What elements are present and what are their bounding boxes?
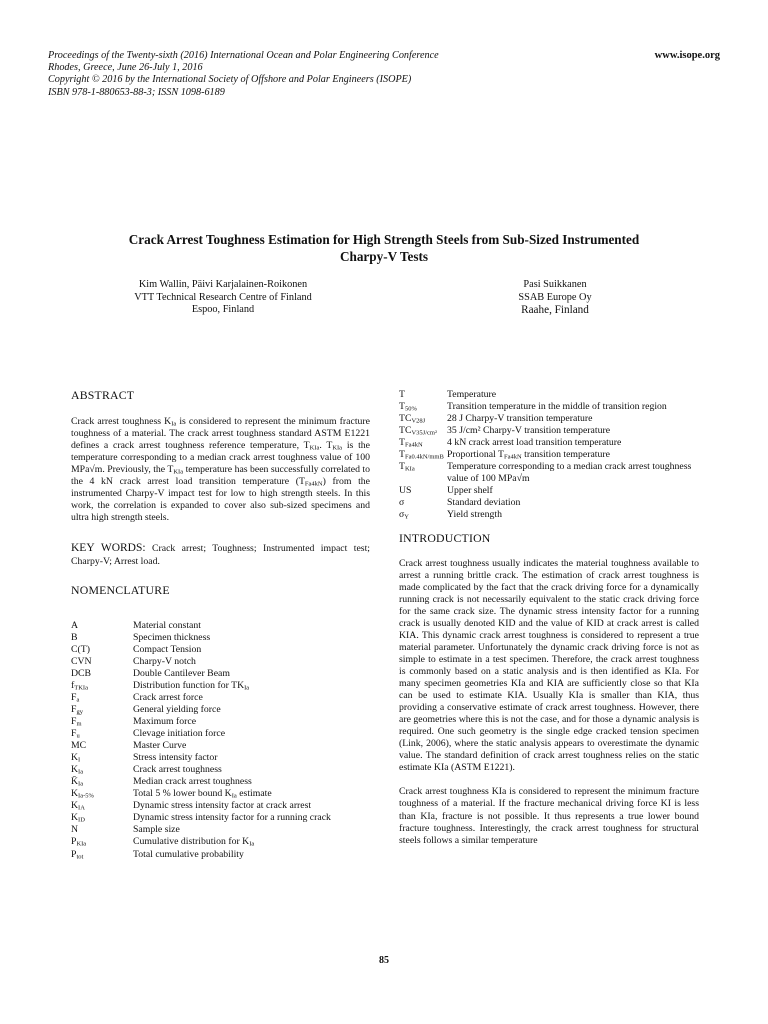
nomenclature-definition: Clevage initiation force <box>133 728 226 740</box>
nomenclature-item <box>71 692 370 704</box>
nomenclature-symbol: $F_u$ <box>71 728 80 740</box>
nomenclature-definition: General yielding force <box>133 703 221 715</box>
keywords: KEY WORDS: Crack arrest; Toughness; Instrumented impact test; Charpy-V; Arrest load. <box>71 542 370 567</box>
nomenclature-definition: Total cumulative probability <box>133 848 244 860</box>
nomenclature-item <box>71 704 370 716</box>
nomenclature-definition: Dynamic stress intensity factor at crack arrest <box>133 800 312 812</box>
nomenclature-item <box>71 632 370 644</box>
nomenclature-definition: Temperature <box>447 389 497 400</box>
nomenclature-symbol: DCB <box>71 667 92 679</box>
abstract-heading: ABSTRACT <box>71 388 135 402</box>
nomenclature-definition: Cumulative distribution for $K_{Ia}$ <box>133 836 255 848</box>
nomenclature-symbol: $T_{Fa4kN}$ <box>399 437 423 449</box>
nomenclature-item <box>71 836 370 848</box>
nomenclature-item <box>399 449 699 461</box>
author-affiliation: VTT Technical Research Centre of Finland <box>134 291 312 303</box>
nomenclature-symbol: A <box>71 619 79 631</box>
nomenclature-item <box>399 497 699 509</box>
author-location: Raahe, Finland <box>521 304 589 317</box>
paper-title <box>60 231 708 265</box>
nomenclature-definition: Distribution function for $TK_{Ia}$ <box>133 679 250 692</box>
nomenclature-symbol: CVN <box>71 655 92 667</box>
introduction-heading: INTRODUCTION <box>399 530 491 545</box>
nomenclature-item <box>399 461 699 485</box>
nomenclature-definition: Master Curve <box>133 740 187 752</box>
nomenclature-symbol: $K_{Ia}$ <box>71 764 84 776</box>
nomenclature-symbol: US <box>399 485 412 497</box>
nomenclature-definition: Specimen thickness <box>133 631 211 643</box>
nomenclature-definition: Charpy-V notch <box>133 655 196 667</box>
nomenclature-definition: Crack arrest force <box>133 691 203 703</box>
nomenclature-symbol: $K_I$ <box>71 752 81 764</box>
website-link[interactable]: www.isope.org <box>654 50 720 61</box>
abstract-text: Crack arrest toughness $K_{Ia}$ is considered to represent the minimum fracture toughness of a material. The crack arrest toughness standard ASTM E1221 defines a crack arrest toughness reference temperature, $T_{KIa}$. $T_{KIa}$ is the temperature corresponding to a median crack arrest toughness value of 100 MPa√m. Previously, the $T_{KIa}$ temperature has been successfully correlated to the 4 kN crack arrest load transition temperature $(T_{Fa4kN})$ from the instrumented Charpy-V impact test for low to high strength steels. In this work, the correlation is expanded to cover also sub-sized specimens and ultra high strength steels. <box>71 416 371 524</box>
nomenclature-symbol: $TC_{V35J/cm^2}$ <box>399 425 437 437</box>
author-location: Espoo, Finland <box>191 304 255 316</box>
intro-paragraph-1: Crack arrest toughness usually indicates the material toughness available to arrest a running brittle crack. The estimation of crack arrest toughness is made complicated by the fact that the crack driving force for a dynamically running crack is not necessarily equivalent to the static crack driving force for the same crack size. The dynamic stress intensity factor for a running crack is usually denoted KID and the value of KID at crack arrest is called KIA. This dynamic crack arrest toughness is considered to represent a true material parameter. Unfortunately the dynamic crack driving force is not as simple to estimate in a test specimen. Therefore, the crack arrest toughness is commonly based on a static analysis and is then identified as KIa. For many specimen geometries KIa and KIA are sufficiently close so that KIa can be used to estimate KIA. Usually KIa is smaller than KIA, thus providing a conservative estimate of crack arrest toughness. However, there are geometries where this is not the case, and for those a dynamic analysis is required. One such geometry is the single edge cracked tension specimen (Link, 2006), where the static analysis appears to overestimate the dynamic value. The standard definition of crack arrest toughness relies on the static estimate KIa (ASTM E1221). <box>399 557 699 774</box>
nomenclature-item <box>399 389 699 401</box>
nomenclature-definition: 28 J Charpy-V transition temperature <box>447 413 593 425</box>
nomenclature-item <box>71 764 370 776</box>
nomenclature-definition: Maximum force <box>133 715 197 727</box>
nomenclature-symbol: $\sigma_Y$ <box>399 509 409 521</box>
nomenclature-item <box>71 668 370 680</box>
nomenclature-symbol: C(T) <box>71 643 90 655</box>
nomenclature-item <box>399 437 699 449</box>
nomenclature-item <box>399 425 699 437</box>
nomenclature-definition: Temperature corresponding to a median crack arrest toughness value of 100 MPa√m <box>447 461 692 485</box>
nomenclature-symbol: σ <box>399 497 405 509</box>
nomenclature-item <box>399 413 699 425</box>
nomenclature-definition: Dynamic stress intensity factor for a running crack <box>133 812 331 824</box>
nomenclature-symbol: $T_{50\%}$ <box>399 401 417 413</box>
nomenclature-symbol: $P_{KIa}$ <box>71 836 87 848</box>
nomenclature-item <box>71 776 370 788</box>
nomenclature-item <box>399 509 699 521</box>
nomenclature-definition: Upper shelf <box>447 485 493 497</box>
nomenclature-item <box>71 812 370 824</box>
title-line-1: Crack Arrest Toughness Estimation for High Strength Steels from Sub-Sized Instrumented <box>128 232 640 247</box>
header-line-1: Proceedings of the Twenty-sixth (2016) International Ocean and Polar Engineering Conference <box>48 50 439 61</box>
nomenclature-definition: Crack arrest toughness <box>133 764 222 776</box>
intro-paragraph-2: Crack arrest toughness KIa is considered to represent the minimum fracture toughness of a material. If the fracture mechanical driving force KI is less than KIa, fracture is not possible. It thus represents a true lower bound fracture toughness. Interestingly, the crack arrest toughness for structural steels follows a similar temperature <box>399 786 699 846</box>
nomenclature-symbol: $f_{TKIa}$ <box>71 679 88 692</box>
nomenclature-definition: Transition temperature in the middle of transition region <box>447 401 667 413</box>
header-line-3: Copyright © 2016 by the International Society of Offshore and Polar Engineers (ISOPE) <box>48 74 412 86</box>
nomenclature-definition: Sample size <box>133 824 180 836</box>
nomenclature-item <box>71 656 370 668</box>
nomenclature-item <box>71 824 370 836</box>
left-column <box>71 389 370 861</box>
nomenclature-symbol: $F_a$ <box>71 691 80 704</box>
nomenclature-symbol: $F_m$ <box>71 715 82 728</box>
author-affiliation: SSAB Europe Oy <box>518 291 592 303</box>
nomenclature-symbol: $TC_{V28J}$ <box>399 413 426 425</box>
nomenclature-symbol: $K̄_{Ia}$ <box>71 776 84 788</box>
title-line-2: Charpy-V Tests <box>339 249 429 264</box>
nomenclature-symbol: $T_{KIa}$ <box>399 461 415 473</box>
header-line-2: Rhodes, Greece, June 26-July 1, 2016 <box>48 62 203 74</box>
nomenclature-item <box>71 752 370 764</box>
nomenclature-symbol: $K_{ID}$ <box>71 812 85 824</box>
nomenclature-symbol: $K_{IA}$ <box>71 800 85 812</box>
author-block-2 <box>470 279 640 317</box>
nomenclature-item <box>71 680 370 692</box>
nomenclature-definition: Compact Tension <box>133 643 202 655</box>
nomenclature-definition: Total 5 % lower bound $K_{Ia}$ estimate <box>133 788 272 800</box>
nomenclature-item <box>399 485 699 497</box>
author-block-1 <box>118 279 328 317</box>
nomenclature-item <box>71 728 370 740</box>
nomenclature-heading: NOMENCLATURE <box>71 582 170 597</box>
page-number: 85 <box>379 955 389 966</box>
nomenclature-list <box>71 620 370 861</box>
nomenclature-symbol: MC <box>71 740 87 752</box>
nomenclature-item <box>71 644 370 656</box>
author-names: Pasi Suikkanen <box>523 279 587 290</box>
right-column <box>399 389 699 847</box>
nomenclature-definition: Yield strength <box>447 509 502 521</box>
nomenclature-symbol: N <box>71 824 79 836</box>
author-names: Kim Wallin, Päivi Karjalainen-Roikonen <box>138 279 308 290</box>
nomenclature-definition: Stress intensity factor <box>133 752 218 764</box>
nomenclature-item <box>71 716 370 728</box>
nomenclature-item <box>71 849 370 861</box>
nomenclature-symbol: $F_{gy}$ <box>71 703 83 716</box>
nomenclature-definition: Proportional $T_{Fa4kN}$ transition temperature <box>447 449 610 461</box>
nomenclature-definition: Median crack arrest toughness <box>133 776 252 788</box>
nomenclature-definition: Standard deviation <box>447 497 521 509</box>
nomenclature-symbol: $T_{Fa0.4kN/mmB}$ <box>399 449 444 461</box>
nomenclature-definition: Material constant <box>133 619 201 631</box>
nomenclature-item <box>399 401 699 413</box>
nomenclature-symbol: B <box>71 631 78 643</box>
nomenclature-definition: Double Cantilever Beam <box>133 667 230 679</box>
nomenclature-symbol: $K_{Ia-5\%}$ <box>71 788 94 800</box>
nomenclature-item <box>71 620 370 632</box>
nomenclature-item <box>71 800 370 812</box>
nomenclature-item <box>71 740 370 752</box>
nomenclature-definition: 4 kN crack arrest load transition temperature <box>447 437 622 449</box>
nomenclature-list-continued <box>399 389 699 522</box>
nomenclature-symbol: T <box>399 389 405 400</box>
conference-header <box>48 50 439 99</box>
nomenclature-definition: 35 J/cm² Charpy-V transition temperature <box>447 425 611 437</box>
header-line-4: ISBN 978-1-880653-88-3; ISSN 1098-6189 <box>48 86 225 98</box>
nomenclature-symbol: $P_{tot}$ <box>71 848 84 860</box>
nomenclature-item <box>71 788 370 800</box>
